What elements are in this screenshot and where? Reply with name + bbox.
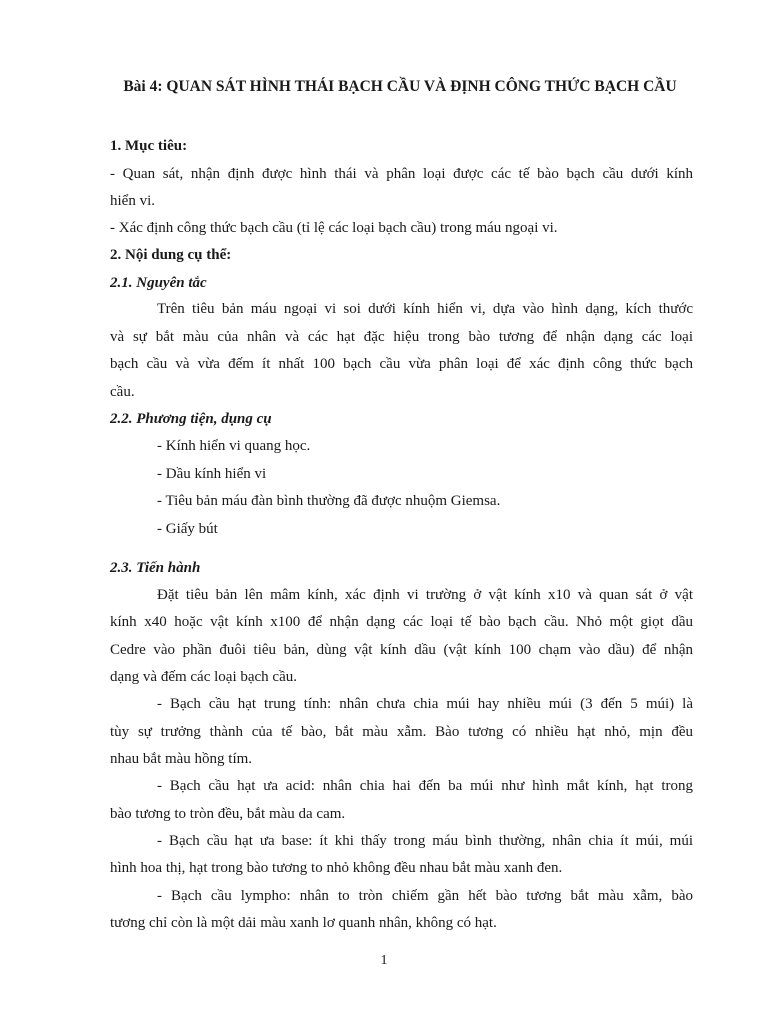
procedure-line-3: Cedre vào phần đuôi tiêu bản, dùng vật kính dầu (vật kính 100 chạm vào dầu) để nhận: [110, 642, 693, 658]
procedure-line-4: dạng và đếm các loại bạch cầu.: [110, 669, 297, 685]
neutrophil-line-3: nhau bắt màu hồng tím.: [110, 751, 253, 767]
procedure-line-2: kính x40 hoặc vật kính x100 để nhận dạng các loại tế bào bạch cầu. Nhỏ một giọt dầu: [110, 614, 693, 630]
objective-line-2: hiển vi.: [110, 193, 155, 209]
page-number: 1: [380, 953, 388, 968]
objective-line-1: - Quan sát, nhận định được hình thái và phân loại được các tế bào bạch cầu dưới kính: [110, 166, 693, 182]
lymphocyte-line-2: tương chỉ còn là một dải màu xanh lơ quanh nhân, không có hạt.: [110, 915, 497, 931]
equipment-item-4: - Giấy bút: [157, 521, 218, 537]
equipment-item-2: - Dầu kính hiển vi: [157, 466, 267, 482]
objective-line-3: - Xác định công thức bạch cầu (tỉ lệ các loại bạch cầu) trong máu ngoại vi.: [110, 220, 558, 236]
equipment-item-1: - Kính hiển vi quang học.: [157, 438, 311, 454]
eosinophil-line-2: bào tương to tròn đều, bắt màu da cam.: [110, 806, 346, 822]
section-1-heading: 1. Mục tiêu:: [110, 138, 188, 154]
section-2-3-heading: 2.3. Tiến hành: [110, 560, 201, 576]
equipment-item-3: - Tiêu bản máu đàn bình thường đã được nhuộm Giemsa.: [157, 493, 501, 509]
section-2-1-heading: 2.1. Nguyên tắc: [110, 275, 207, 291]
section-2-heading: 2. Nội dung cụ thể:: [110, 247, 232, 263]
lymphocyte-line-1: - Bạch cầu lympho: nhân to tròn chiếm gần hết bào tương bắt màu xẫm, bào: [157, 888, 693, 904]
principle-line-1: Trên tiêu bản máu ngoại vi soi dưới kính hiển vi, dựa vào hình dạng, kích thước: [157, 301, 693, 317]
principle-line-2: và sự bắt màu của nhân và các hạt đặc hiệu trong bào tương để nhận dạng các loại: [110, 329, 693, 345]
principle-line-4: cầu.: [110, 384, 135, 400]
basophil-line-1: - Bạch cầu hạt ưa base: ít khi thấy trong máu bình thường, nhân chia ít múi, múi: [157, 833, 693, 849]
document-title: Bài 4: QUAN SÁT HÌNH THÁI BẠCH CẦU VÀ ĐỊNH CÔNG THỨC BẠCH CẦU: [123, 78, 677, 95]
procedure-line-1: Đặt tiêu bản lên mâm kính, xác định vi trường ở vật kính x10 và quan sát ở vật: [157, 587, 693, 603]
principle-line-3: bạch cầu và vừa đếm ít nhất 100 bạch cầu vừa phân loại để xác định công thức bạch: [110, 356, 693, 372]
section-2-2-heading: 2.2. Phương tiện, dụng cụ: [110, 411, 272, 427]
eosinophil-line-1: - Bạch cầu hạt ưa acid: nhân chia hai đến ba múi như hình mắt kính, hạt trong: [157, 778, 693, 794]
neutrophil-line-2: tùy sự trưởng thành của tế bào, bắt màu xẫm. Bào tương có nhiều hạt nhỏ, mịn đều: [110, 724, 693, 740]
basophil-line-2: hình hoa thị, hạt trong bào tương to nhỏ không đều nhau bắt màu xanh đen.: [110, 860, 563, 876]
neutrophil-line-1: - Bạch cầu hạt trung tính: nhân chưa chia múi hay nhiều múi (3 đến 5 múi) là: [157, 696, 693, 712]
